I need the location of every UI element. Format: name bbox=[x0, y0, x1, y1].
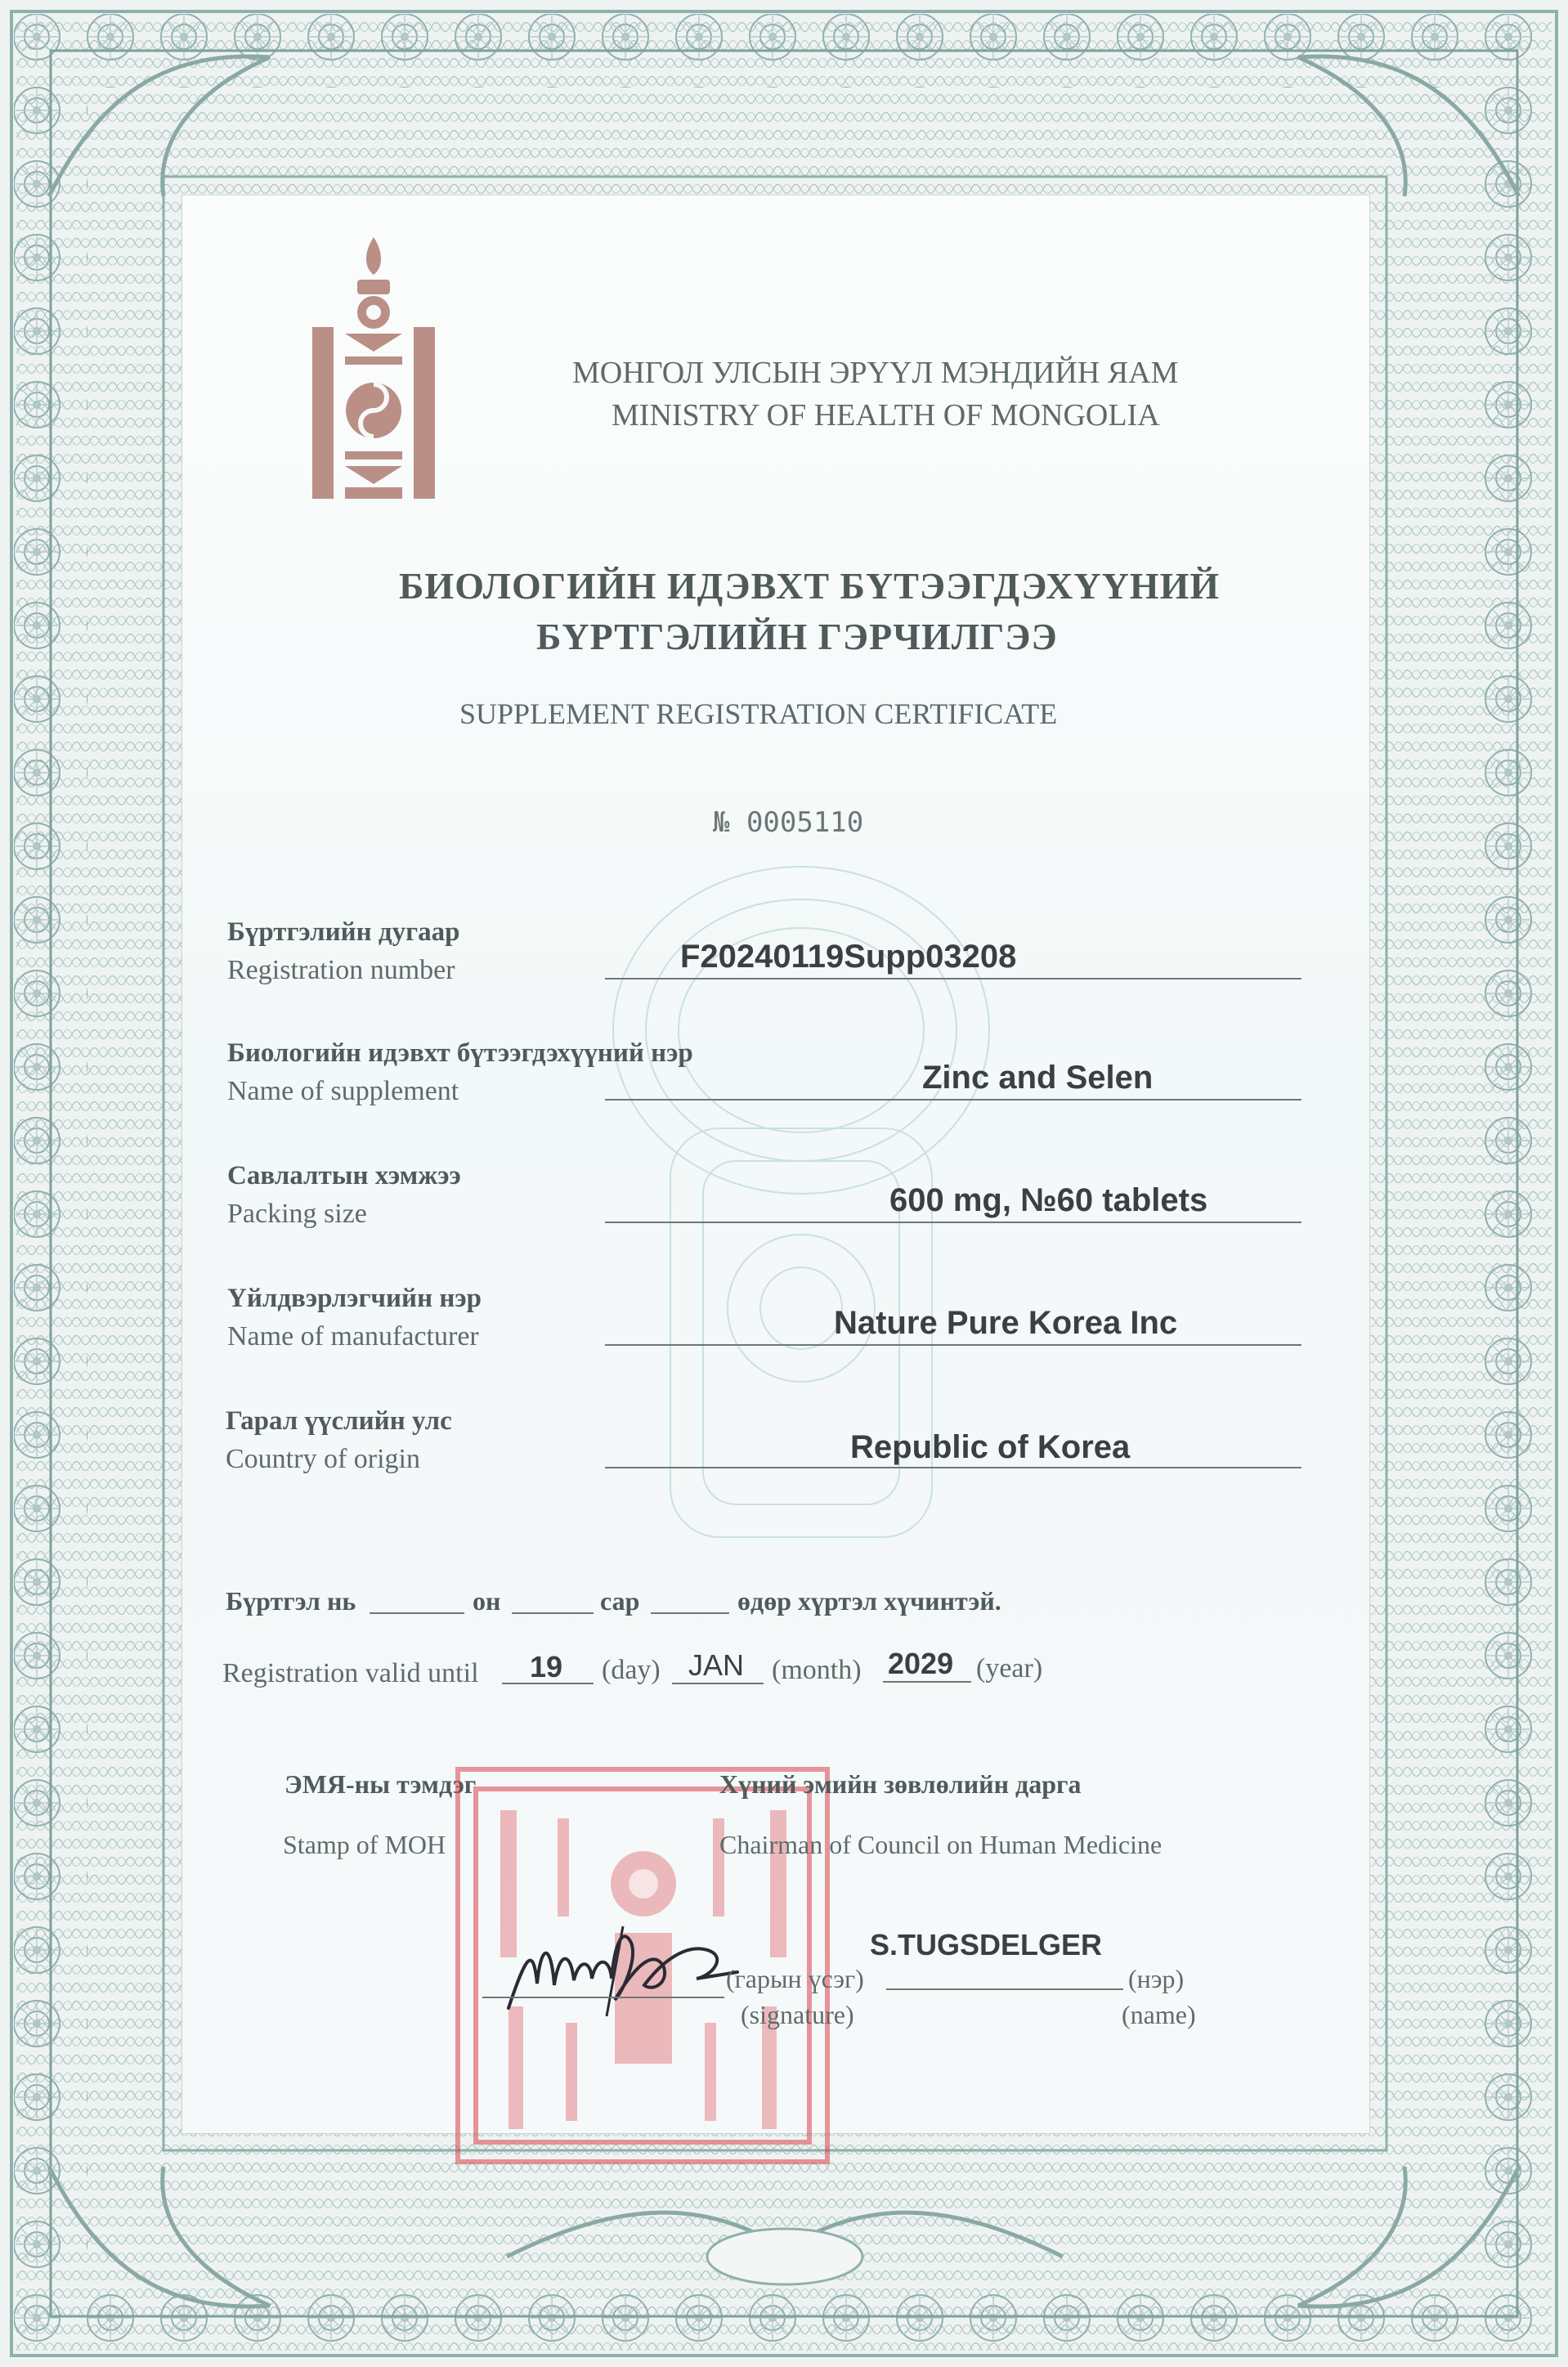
signatory-title-mn: Хүний эмийн зөвлөлийн дарга bbox=[719, 1769, 1082, 1799]
field-label-mn: Үйлдвэрлэгчийн нэр bbox=[227, 1284, 482, 1313]
valid-year: 2029 bbox=[888, 1647, 954, 1680]
country-of-origin-value: Republic of Korea bbox=[850, 1429, 1131, 1465]
underline bbox=[605, 978, 1301, 980]
stamp-label-mn: ЭМЯ-ны тэмдэг bbox=[284, 1769, 477, 1799]
field-label-en: Packing size bbox=[227, 1199, 367, 1229]
stamp-label-en: Stamp of MOH bbox=[283, 1830, 446, 1859]
manufacturer-value: Nature Pure Korea Inc bbox=[834, 1305, 1178, 1341]
mongolia-state-emblem bbox=[312, 237, 435, 499]
underline bbox=[502, 1683, 594, 1684]
field-label-en: Name of supplement bbox=[227, 1076, 459, 1106]
field-label-mn: Бүртгэлийн дугаар bbox=[227, 917, 460, 947]
underline bbox=[883, 1681, 971, 1683]
registration-number-value: F20240119Supp03208 bbox=[680, 939, 1017, 975]
underline bbox=[605, 1222, 1301, 1223]
underline bbox=[605, 1467, 1301, 1468]
signature-label-mn: (гарын үсэг) bbox=[726, 1964, 864, 1993]
blank-day bbox=[651, 1612, 729, 1614]
packing-size-value: 600 mg, №60 tablets bbox=[889, 1182, 1208, 1218]
signature-line bbox=[482, 1997, 724, 1998]
day-label: (day) bbox=[602, 1655, 661, 1685]
name-line bbox=[886, 1988, 1123, 1990]
field-label-en: Registration number bbox=[227, 955, 455, 985]
blank-month bbox=[512, 1612, 594, 1614]
field-label-mn: Гарал үүслийн улс bbox=[226, 1406, 452, 1436]
signature-label-en: (signature) bbox=[741, 2000, 854, 2029]
blank-year bbox=[370, 1612, 464, 1614]
underline bbox=[605, 1099, 1301, 1101]
valid-month: JAN bbox=[688, 1648, 745, 1682]
field-label-en: Country of origin bbox=[226, 1444, 420, 1474]
certificate-title-mn-line1: БИОЛОГИЙН ИДЭВХТ БҮТЭЭГДЭХҮҮНИЙ bbox=[399, 565, 1221, 607]
certificate-title-en: SUPPLEMENT REGISTRATION CERTIFICATE bbox=[459, 697, 1058, 730]
validity-mn-suffix: өдөр хүртэл хүчинтэй. bbox=[737, 1586, 1001, 1616]
field-label-en: Name of manufacturer bbox=[227, 1321, 479, 1352]
valid-day: 19 bbox=[530, 1650, 563, 1683]
month-label: (month) bbox=[772, 1655, 862, 1685]
signatory-title-en: Chairman of Council on Human Medicine bbox=[719, 1830, 1163, 1859]
certificate-number: № 0005110 bbox=[713, 806, 864, 839]
validity-mn-year: он bbox=[473, 1586, 501, 1616]
underline bbox=[672, 1683, 764, 1684]
name-label-en: (name) bbox=[1122, 2000, 1196, 2029]
signatory-name: S.TUGSDELGER bbox=[870, 1928, 1103, 1961]
field-label-mn: Савлалтын хэмжээ bbox=[227, 1161, 461, 1190]
ministry-name-en: MINISTRY OF HEALTH OF MONGOLIA bbox=[612, 398, 1160, 433]
underline bbox=[605, 1344, 1301, 1346]
field-label-mn: Биологийн идэвхт бүтээгдэхүүний нэр bbox=[227, 1038, 693, 1068]
year-label: (year) bbox=[976, 1653, 1043, 1683]
validity-mn-prefix: Бүртгэл нь bbox=[226, 1586, 356, 1616]
handwritten-signature bbox=[500, 1910, 746, 2033]
supplement-name-value: Zinc and Selen bbox=[922, 1060, 1154, 1096]
certificate-title-mn-line2: БҮРТГЭЛИЙН ГЭРЧИЛГЭЭ bbox=[536, 616, 1058, 657]
validity-en-prefix: Registration valid until bbox=[222, 1658, 479, 1688]
name-label-mn: (нэр) bbox=[1128, 1964, 1185, 1993]
validity-mn-month: сар bbox=[600, 1586, 640, 1616]
ministry-name-mn: МОНГОЛ УЛСЫН ЭРҮҮЛ МЭНДИЙН ЯАМ bbox=[572, 356, 1179, 390]
